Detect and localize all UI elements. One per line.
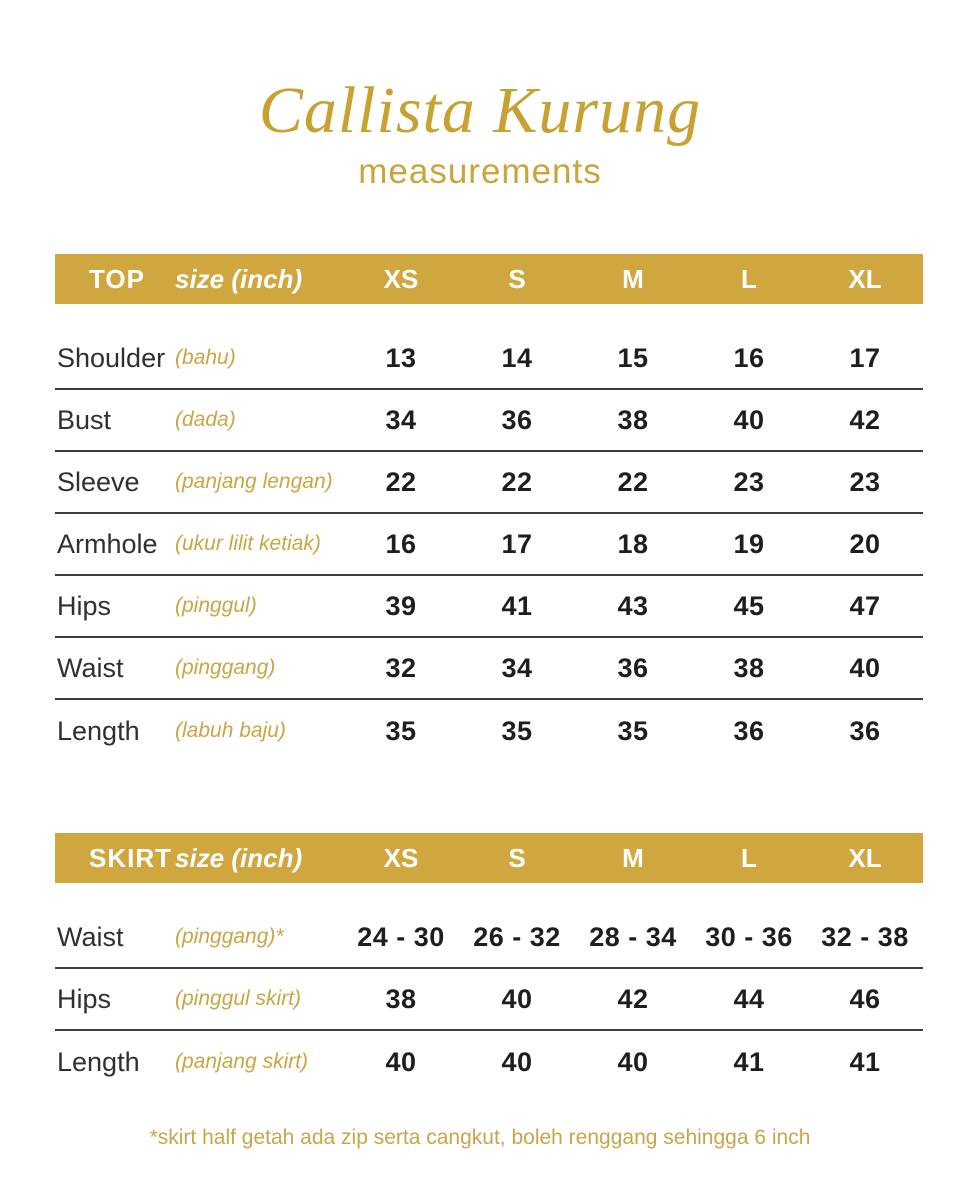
size-value-xs: 32 [385,652,417,683]
measurement-translation: (panjang lengan) [175,470,333,493]
footnote: *skirt half getah ada zip serta cangkut, boleh renggang sehingga 6 inch [149,1126,811,1149]
size-value-l: 16 [733,342,765,373]
size-value-l: 44 [733,983,765,1014]
table-row [55,1031,923,1093]
size-value-xl: 47 [849,590,881,621]
size-value-xs: 24 - 30 [357,921,445,952]
size-value-xs: 34 [385,404,417,435]
size-column-header-xs: XS [383,263,419,294]
size-value-s: 40 [501,1046,533,1077]
size-value-xl: 17 [849,342,881,373]
measurement-translation: (labuh baju) [175,719,286,742]
size-value-xs: 35 [385,715,417,746]
size-value-s: 40 [501,983,533,1014]
measurement-label: Waist [57,652,124,683]
size-value-m: 36 [617,652,649,683]
measurement-label: Bust [57,404,112,435]
measurement-translation: (pinggul skirt) [175,987,302,1010]
size-value-xl: 41 [849,1046,881,1077]
size-value-xl: 42 [849,404,881,435]
measurement-label: Hips [57,590,112,621]
size-value-l: 23 [733,466,765,497]
table-row [55,390,923,452]
measurement-label: Shoulder [57,342,166,373]
size-value-m: 28 - 34 [589,921,677,952]
size-value-l: 45 [733,590,765,621]
table-row [55,514,923,576]
size-value-xl: 20 [849,528,881,559]
top-table-body [55,304,923,762]
page-subtitle: measurements [358,152,602,191]
size-unit-label: size (inch) [175,263,303,294]
size-value-xl: 40 [849,652,881,683]
size-value-xs: 40 [385,1046,417,1077]
size-unit-label: size (inch) [175,842,303,873]
size-value-l: 41 [733,1046,765,1077]
measurement-label: Length [57,1046,140,1077]
measurement-label: Armhole [57,528,158,559]
size-value-l: 30 - 36 [705,921,793,952]
size-value-l: 19 [733,528,765,559]
table-row [55,907,923,969]
measurement-label: Sleeve [57,466,140,497]
size-value-xl: 36 [849,715,881,746]
size-value-s: 17 [501,528,533,559]
size-value-l: 36 [733,715,765,746]
size-value-m: 42 [617,983,649,1014]
size-value-m: 35 [617,715,649,746]
size-column-header-m: M [622,263,644,294]
skirt-table-header-bar [55,833,923,883]
size-value-m: 15 [617,342,649,373]
size-value-xl: 23 [849,466,881,497]
size-column-header-s: S [508,263,526,294]
size-value-m: 43 [617,590,649,621]
size-value-m: 38 [617,404,649,435]
size-value-m: 40 [617,1046,649,1077]
size-value-m: 22 [617,466,649,497]
size-value-s: 22 [501,466,533,497]
size-column-header-m: M [622,842,644,873]
size-value-xl: 46 [849,983,881,1014]
size-column-header-s: S [508,842,526,873]
table-row [55,638,923,700]
size-value-xs: 13 [385,342,417,373]
size-value-s: 41 [501,590,533,621]
size-value-xs: 16 [385,528,417,559]
measurement-translation: (pinggul) [175,594,257,617]
measurement-translation: (bahu) [175,346,236,369]
measurement-label: Waist [57,921,124,952]
table-name: TOP [89,263,145,294]
table-row [55,452,923,514]
size-value-s: 34 [501,652,533,683]
table-row [55,700,923,762]
measurement-label: Hips [57,983,112,1014]
table-name: SKIRT [89,842,172,873]
size-value-s: 26 - 32 [473,921,561,952]
size-column-header-xl: XL [848,842,882,873]
size-value-l: 38 [733,652,765,683]
table-row [55,328,923,390]
measurement-translation: (pinggang) [175,656,276,679]
measurement-translation: (panjang skirt) [175,1050,309,1073]
top-table [55,254,923,762]
size-column-header-xs: XS [383,842,419,873]
size-value-s: 35 [501,715,533,746]
size-column-header-xl: XL [848,263,882,294]
size-value-xl: 32 - 38 [821,921,909,952]
size-value-l: 40 [733,404,765,435]
size-value-xs: 39 [385,590,417,621]
size-column-header-l: L [741,842,757,873]
measurement-translation: (ukur lilit ketiak) [175,532,321,555]
table-row [55,969,923,1031]
size-value-s: 36 [501,404,533,435]
page-title: Callista Kurung [258,74,702,147]
size-value-xs: 38 [385,983,417,1014]
skirt-table-body [55,883,923,1093]
size-column-header-l: L [741,263,757,294]
title-block [0,0,960,192]
measurement-translation: (dada) [175,408,236,431]
skirt-table [55,833,923,1093]
top-table-header-bar [55,254,923,304]
size-value-xs: 22 [385,466,417,497]
size-value-s: 14 [501,342,533,373]
measurement-label: Length [57,715,140,746]
table-row [55,576,923,638]
measurement-translation: (pinggang)* [175,925,284,948]
size-value-m: 18 [617,528,649,559]
